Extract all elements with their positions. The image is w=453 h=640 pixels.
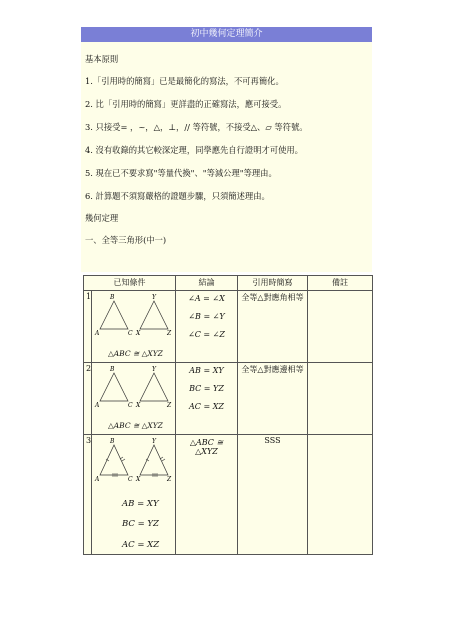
label-y: Y [152, 438, 156, 445]
reason-cell: 全等△對應角相等 [238, 291, 308, 363]
reason-cell: 全等△對應邊相等 [238, 363, 308, 435]
label-a: A [95, 330, 100, 337]
page-title: 初中幾何定理簡介 [81, 27, 372, 42]
conclusion-line: ∠C = ∠Z [188, 330, 225, 339]
note-cell [308, 435, 373, 555]
conclusion-line: ∠B = ∠Y [188, 312, 225, 321]
rule-4: 4. 沒有收錄的其它較深定理，同學應先自行證明才可使用。 [85, 145, 303, 155]
conclusion-line: BC = YZ [189, 384, 224, 393]
conclusion-cell [176, 291, 238, 363]
condition-equation: AB = XY [122, 499, 159, 509]
rule-6: 6. 計算題不須寫嚴格的證題步驟，只須簡述理由。 [85, 191, 270, 201]
conclusion-line: △ABC ≅ △XYZ [189, 438, 224, 456]
label-x: X [136, 330, 141, 337]
label-b: B [110, 294, 115, 301]
rule-1: 1.「引用時的簡寫」已是最簡化的寫法，不可再簡化。 [85, 76, 284, 86]
header-note: 備註 [308, 276, 373, 291]
subsection-heading: 一、全等三角形(中一) [85, 235, 167, 245]
table-row [84, 291, 373, 363]
note-cell [308, 291, 373, 363]
rule-5: 5. 現在已不要求寫"等量代換"、"等減公理"等理由。 [85, 168, 277, 178]
table-row [84, 363, 373, 435]
intro-section [81, 27, 372, 272]
condition-cell [92, 435, 176, 555]
principles-heading: 基本原則 [85, 54, 119, 64]
rule-3: 3. 只接受= ，~，△，⊥，// 等符號，不接受△、▱ 等符號。 [85, 122, 308, 132]
condition-cell [92, 291, 176, 363]
header-conclusion: 結論 [176, 276, 238, 291]
condition-text: △ABC ≅ △XYZ [108, 349, 163, 358]
triangles-figure [92, 435, 176, 495]
section-heading: 幾何定理 [85, 213, 119, 223]
label-a: A [95, 402, 100, 409]
reason-cell: SSS [238, 435, 308, 555]
note-cell [308, 363, 373, 435]
condition-text: △ABC ≅ △XYZ [108, 421, 163, 430]
label-b: B [110, 438, 115, 445]
conclusion-cell [176, 363, 238, 435]
label-x: X [136, 402, 141, 409]
condition-equation: BC = YZ [122, 519, 159, 529]
conclusion-line: ∠A = ∠X [188, 294, 225, 303]
label-a: A [95, 476, 100, 483]
conclusion-line: AB = XY [189, 366, 224, 375]
theorem-table [83, 275, 373, 555]
condition-cell [92, 363, 176, 435]
label-c: C [128, 330, 133, 337]
table-row [84, 435, 373, 555]
header-condition: 已知條件 [84, 276, 176, 291]
label-x: X [136, 476, 141, 483]
label-z: Z [167, 402, 172, 409]
row-number: 3 [84, 435, 92, 555]
label-y: Y [152, 366, 156, 373]
rule-2: 2. 比「引用時的簡寫」更詳盡的正確寫法，應可接受。 [85, 99, 287, 109]
label-z: Z [167, 330, 172, 337]
label-z: Z [167, 476, 172, 483]
label-c: C [128, 476, 133, 483]
table-header-row [84, 276, 373, 291]
header-reason: 引用時簡寫 [238, 276, 308, 291]
label-b: B [110, 366, 115, 373]
row-number: 1 [84, 291, 92, 363]
label-c: C [128, 402, 133, 409]
conclusion-cell [176, 435, 238, 555]
row-number: 2 [84, 363, 92, 435]
conclusion-line: AC = XZ [189, 402, 224, 411]
label-y: Y [152, 294, 156, 301]
condition-equation: AC = XZ [122, 540, 160, 550]
